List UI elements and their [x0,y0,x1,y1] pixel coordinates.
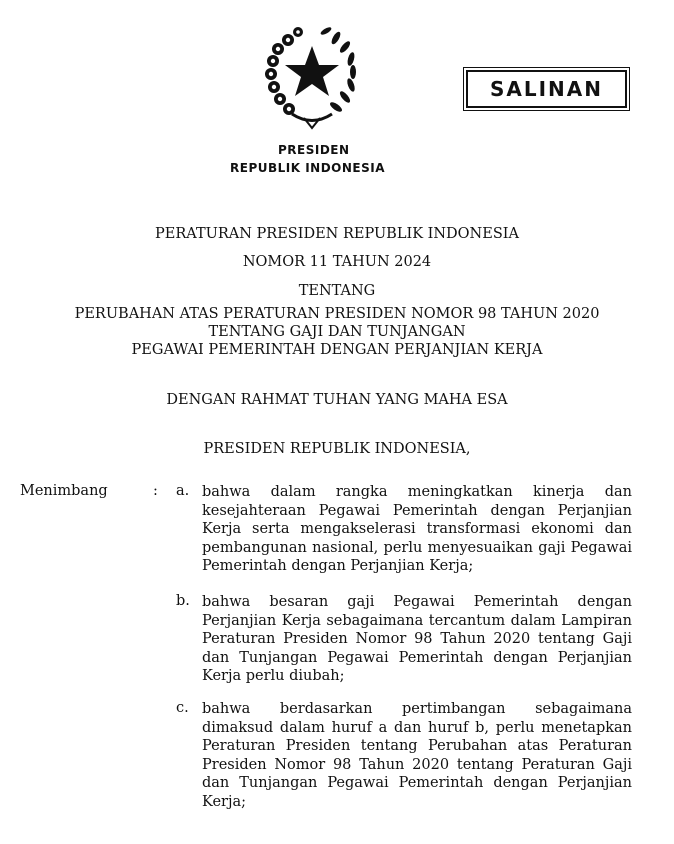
regulation-about: TENTANG [298,283,376,299]
blessing-line: DENGAN RAHMAT TUHAN YANG MAHA ESA [166,392,508,408]
considering-colon: : [153,483,158,499]
regulation-number: NOMOR 11 TAHUN 2024 [242,254,432,270]
item-marker: b. [176,593,190,609]
issuer-title: PRESIDEN [278,143,350,157]
subject-line-3: PEGAWAI PEMERINTAH DENGAN PERJANJIAN KERJA [131,342,543,358]
issuer-country: REPUBLIK INDONESIA [230,161,386,175]
item-marker: c. [176,700,189,716]
consideration-item: bahwa dalam rangka meningkatkan kinerja dan kesejahteraan Pegawai Pemerintah dengan Perjanjian Kerja serta mengakselerasi transformasi ekonomi dan pembangunan nasional, perlu menyesuaikan gaji Pegawai Pemerintah dengan Perjanjian Kerja; [202,484,632,574]
authority-line: PRESIDEN REPUBLIK INDONESIA, [203,441,471,457]
regulation-title: PERATURAN PRESIDEN REPUBLIK INDONESIA [155,226,519,242]
salinan-stamp: SALINAN [466,70,627,108]
subject-line-2: TENTANG GAJI DAN TUNJANGAN [208,324,466,340]
consideration-item: bahwa berdasarkan pertimbangan sebagaimana dimaksud dalam huruf a dan huruf b, perlu menetapkan Peraturan Presiden tentang Perubahan atas Peraturan Presiden Nomor 98 Tahun 2020 tentang Peraturan Gaji dan Tunjangan Pegawai Pemerintah dengan Perjanjian Kerja; [202,701,632,810]
considering-label: Menimbang [20,483,108,499]
consideration-item: bahwa besaran gaji Pegawai Pemerintah dengan Perjanjian Kerja sebagaimana tercantum dalam Lampiran Peraturan Presiden Nomor 98 Tahun 2020 tentang Gaji dan Tunjangan Pegawai Pemerintah dengan Perjanjian Kerja perlu diubah; [202,594,632,684]
national-emblem-icon [262,22,362,132]
item-marker: a. [176,483,190,499]
subject-line-1: PERUBAHAN ATAS PERATURAN PRESIDEN NOMOR 98 TAHUN 2020 [74,306,600,322]
